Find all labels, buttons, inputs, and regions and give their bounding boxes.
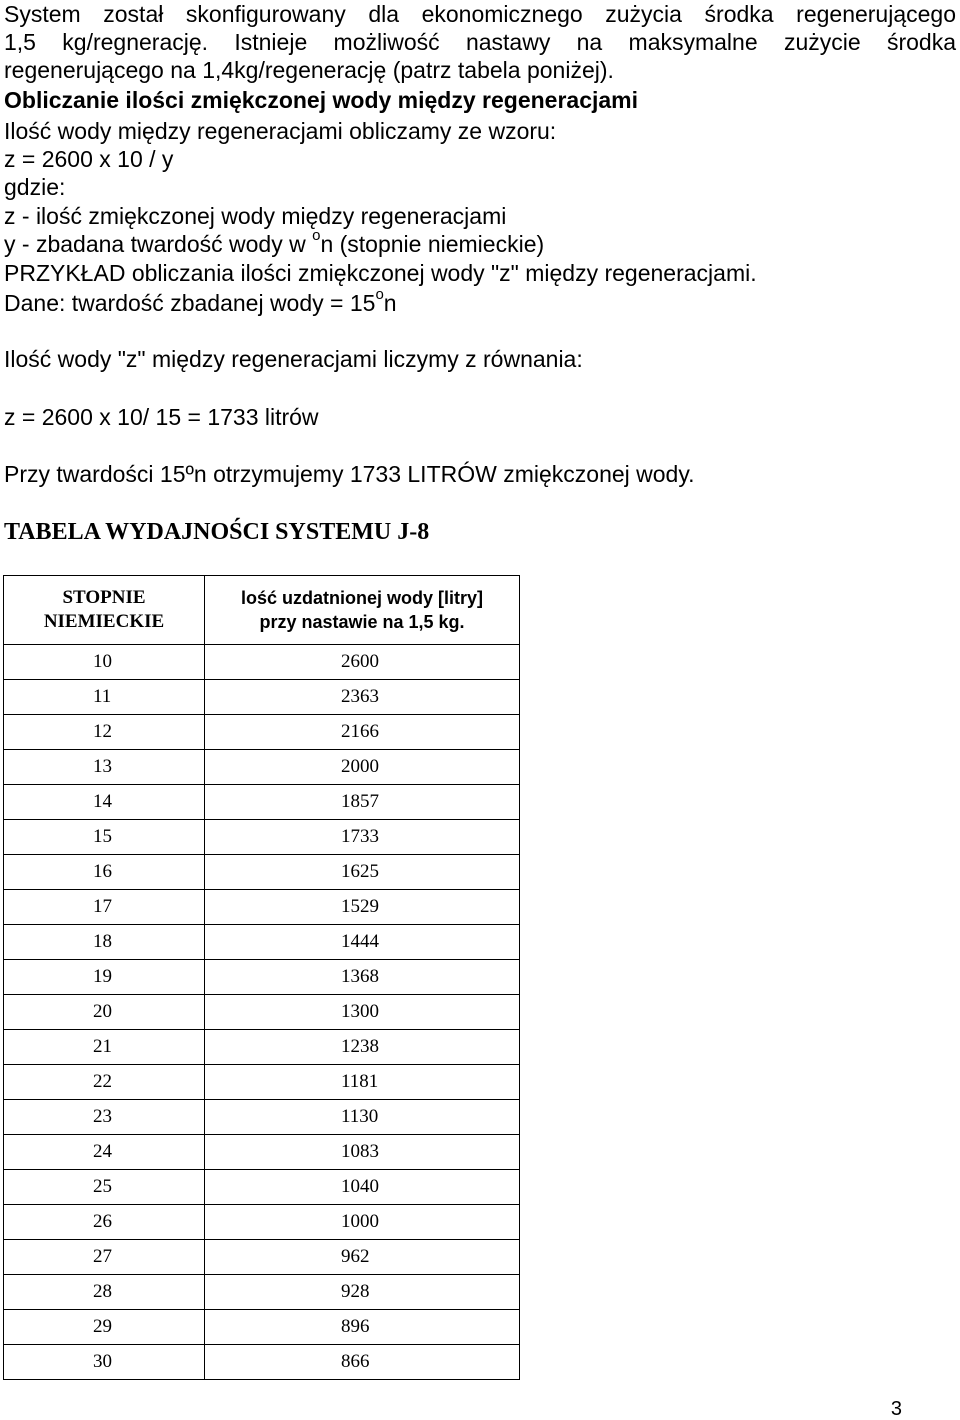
degree-symbol: o [312, 227, 321, 245]
liters-cell: 1130 [205, 1100, 520, 1135]
table-row [4, 1345, 520, 1380]
table-row [4, 680, 520, 715]
table-row [4, 890, 520, 925]
example-heading: PRZYKŁAD obliczania ilości zmiękczonej wody "z" między regeneracjami. [4, 260, 757, 286]
header-liters-line-1: lość uzdatnionej wody [litry] [240, 588, 483, 608]
degree-cell: 30 [4, 1345, 205, 1380]
liters-cell: 1529 [205, 890, 520, 925]
section-heading: Obliczanie ilości zmiękczonej wody między regeneracjami [4, 87, 639, 113]
table-row [4, 1135, 520, 1170]
liters-cell: 1238 [205, 1030, 520, 1065]
table-row [4, 1240, 520, 1275]
intro-line-3: regenerującego na 1,4kg/regenerację (patrz tabela poniżej). [4, 57, 614, 83]
liters-cell: 2600 [205, 645, 520, 680]
liters-cell: 1181 [205, 1065, 520, 1100]
table-row [4, 1065, 520, 1100]
table-row [4, 855, 520, 890]
degree-cell: 18 [4, 925, 205, 960]
table-title: TABELA WYDAJNOŚCI SYSTEMU J-8 [4, 519, 430, 545]
table-row [4, 645, 520, 680]
degree-cell: 11 [4, 680, 205, 715]
liters-cell: 1444 [205, 925, 520, 960]
header-liters [205, 576, 520, 645]
degree-cell: 22 [4, 1065, 205, 1100]
degree-cell: 12 [4, 715, 205, 750]
given-data [4, 286, 397, 317]
formula-intro: Ilość wody między regeneracjami obliczamy ze wzoru: [4, 118, 557, 144]
definition-y [4, 227, 545, 258]
liters-cell: 866 [205, 1345, 520, 1380]
table-row [4, 1205, 520, 1240]
table-row [4, 1275, 520, 1310]
liters-cell: 1000 [205, 1205, 520, 1240]
liters-cell: 928 [205, 1275, 520, 1310]
liters-cell: 1857 [205, 785, 520, 820]
degree-cell: 19 [4, 960, 205, 995]
degree-cell: 15 [4, 820, 205, 855]
degree-symbol: o [375, 286, 384, 304]
degree-cell: 27 [4, 1240, 205, 1275]
table-row [4, 785, 520, 820]
liters-cell: 1083 [205, 1135, 520, 1170]
given-prefix: Dane: twardość zbadanej wody = 15 [4, 290, 376, 316]
degree-cell: 17 [4, 890, 205, 925]
intro-line-1: System został skonfigurowany dla ekonomicznego zużycia środka regenerującego [4, 1, 956, 27]
degree-cell: 25 [4, 1170, 205, 1205]
degree-cell: 14 [4, 785, 205, 820]
liters-cell: 2000 [205, 750, 520, 785]
header-degrees-line-1: STOPNIE [62, 587, 146, 608]
given-suffix: n [383, 290, 397, 316]
table-row [4, 925, 520, 960]
header-degrees-line-2: NIEMIECKIE [43, 611, 165, 632]
page-number: 3 [890, 1398, 902, 1420]
liters-cell: 962 [205, 1240, 520, 1275]
table-row [4, 715, 520, 750]
table-row [4, 995, 520, 1030]
definition-y-suffix: n (stopnie niemieckie) [320, 231, 545, 257]
equation-intro: Ilość wody "z" między regeneracjami liczymy z równania: [4, 346, 583, 372]
table-row [4, 960, 520, 995]
degree-cell: 21 [4, 1030, 205, 1065]
degree-cell: 24 [4, 1135, 205, 1170]
table-row [4, 820, 520, 855]
liters-cell: 2363 [205, 680, 520, 715]
degree-cell: 16 [4, 855, 205, 890]
equation: z = 2600 x 10/ 15 = 1733 litrów [4, 404, 319, 430]
liters-cell: 1368 [205, 960, 520, 995]
table-row [4, 1310, 520, 1345]
degree-cell: 26 [4, 1205, 205, 1240]
formula: z = 2600 x 10 / y [4, 146, 174, 172]
degree-cell: 28 [4, 1275, 205, 1310]
degree-cell: 23 [4, 1100, 205, 1135]
table-row [4, 1030, 520, 1065]
yield-table [3, 575, 520, 1380]
liters-cell: 1625 [205, 855, 520, 890]
intro-line-2: 1,5 kg/regnerację. Istnieje możliwość nastawy na maksymalne zużycie środka [4, 29, 956, 55]
liters-cell: 1733 [205, 820, 520, 855]
where-label: gdzie: [4, 174, 66, 200]
degree-cell: 20 [4, 995, 205, 1030]
definition-z: z - ilość zmiękczonej wody między regeneracjami [4, 203, 507, 229]
result-statement: Przy twardości 15ºn otrzymujemy 1733 LITRÓW zmiękczonej wody. [4, 461, 695, 487]
degree-cell: 10 [4, 645, 205, 680]
table-header-row [4, 576, 520, 645]
table-body [4, 645, 520, 1380]
liters-cell: 896 [205, 1310, 520, 1345]
definition-y-prefix: y - zbadana twardość wody w [4, 231, 313, 257]
liters-cell: 2166 [205, 715, 520, 750]
liters-cell: 1040 [205, 1170, 520, 1205]
degree-cell: 29 [4, 1310, 205, 1345]
degree-cell: 13 [4, 750, 205, 785]
table-row [4, 1170, 520, 1205]
liters-cell: 1300 [205, 995, 520, 1030]
header-liters-line-2: przy nastawie na 1,5 kg. [259, 612, 465, 632]
table-row [4, 1100, 520, 1135]
header-degrees [4, 576, 205, 645]
table-row [4, 750, 520, 785]
